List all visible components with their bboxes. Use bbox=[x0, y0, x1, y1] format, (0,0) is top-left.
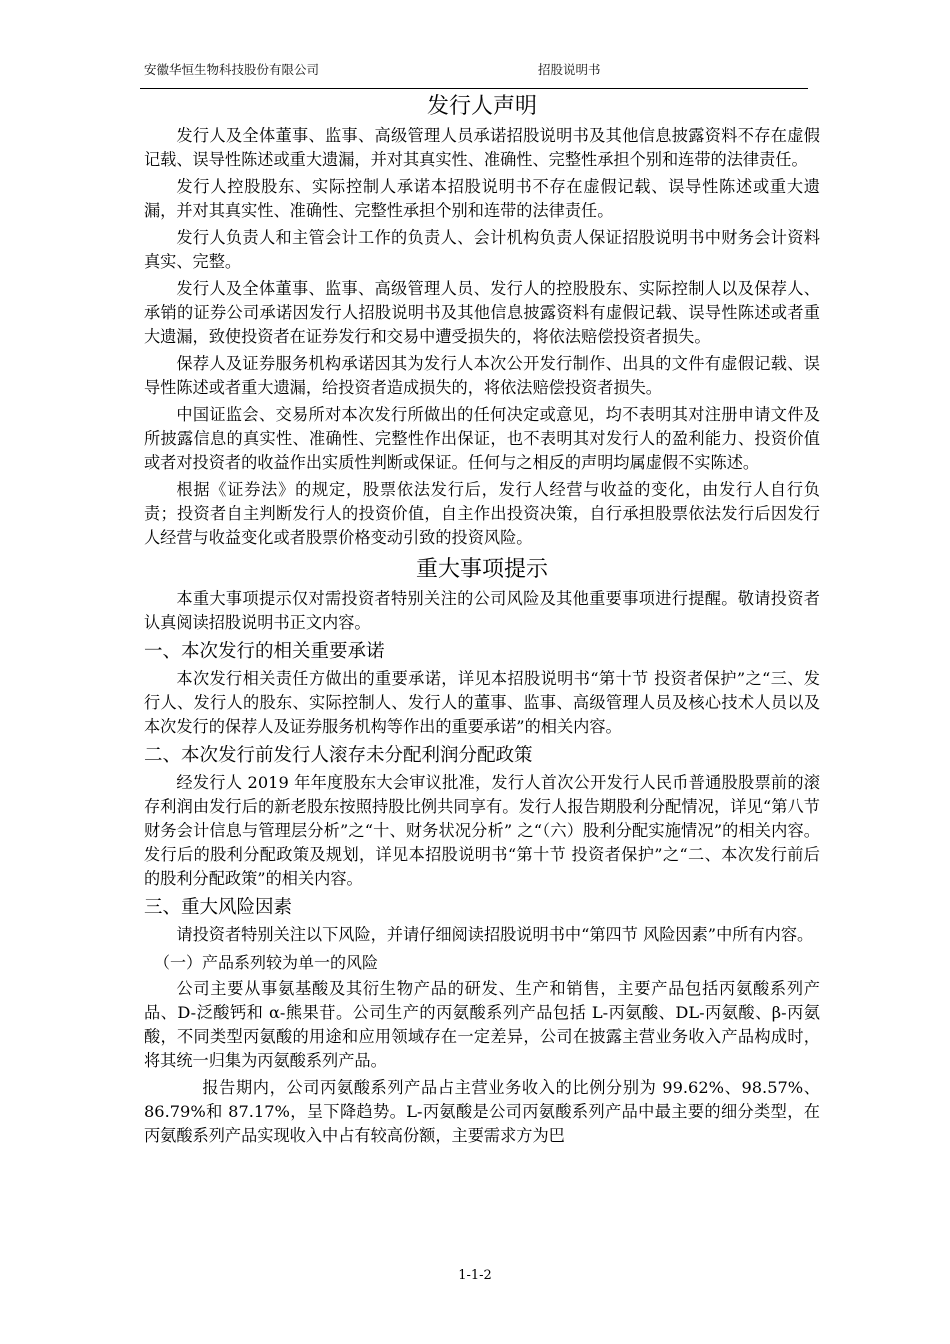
statement-paragraph: 发行人负责人和主管会计工作的负责人、会计机构负责人保证招股说明书中财务会计资料真实、完整。 bbox=[144, 228, 820, 271]
page-number: 1-1-2 bbox=[458, 1268, 492, 1283]
statement-paragraph: 发行人控股股东、实际控制人承诺本招股说明书不存在虚假记载、误导性陈述或重大遗漏，并对其真实性、准确性、完整性承担个别和连带的法律责任。 bbox=[144, 177, 820, 220]
statement-paragraph: 发行人及全体董事、监事、高级管理人员、发行人的控股股东、实际控制人以及保荐人、承销的证券公司承诺因发行人招股说明书及其他信息披露资料有虚假记载、误导性陈述或者重大遗漏，致使投资者在证券发行和交易中遭受损失的，将依法赔偿投资者损失。 bbox=[144, 279, 820, 346]
issuer-statement-title: 发行人声明 bbox=[426, 94, 537, 119]
heading-profit-distribution: 二、本次发行前发行人滚存未分配利润分配政策 bbox=[144, 745, 533, 766]
header-divider bbox=[140, 88, 808, 89]
statement-paragraph: 中国证监会、交易所对本次发行所做出的任何决定或意见，均不表明其对注册申请文件及所披露信息的真实性、准确性、完整性作出保证，也不表明其对发行人的盈利能力、投资价值或者对投资者的收益作出实质性判断或保证。任何与之相反的声明均属虚假不实陈述。 bbox=[144, 405, 820, 472]
header-document-type: 招股说明书 bbox=[538, 62, 601, 77]
commitments-paragraph: 本次发行相关责任方做出的重要承诺，详见本招股说明书“第十节 投资者保护”之“三、发行人、发行人的股东、实际控制人、发行人的董事、监事、高级管理人员及核心技术人员以及本次发行的保荐人及证券服务机构等作出的重要承诺”的相关内容。 bbox=[144, 669, 820, 736]
profit-distribution-paragraph: 经发行人 2019 年年度股东大会审议批准，发行人首次公开发行人民币普通股股票前的滚存利润由发行后的新老股东按照持股比例共同享有。发行人报告期股利分配情况，详见“第八节 财务会计信息与管理层分析”之“十、财务状况分析” 之“（六）股利分配实施情况”的相关内容。发行后的股利分配政策及规划，详见本招股说明书“第十节 投资者保护”之“二、本次发行前后的股利分配政策”的相关内容。 bbox=[144, 773, 820, 888]
product-risk-paragraph: 报告期内，公司丙氨酸系列产品占主营业务收入的比例分别为 99.62%、98.57%、86.79%和 87.17%，呈下降趋势。L-丙氨酸是公司丙氨酸系列产品中最主要的细分类型，在丙氨酸系列产品实现收入中占有较高份额，主要需求方为巴 bbox=[144, 1078, 820, 1145]
major-risks-paragraph: 请投资者特别关注以下风险，并请仔细阅读招股说明书中“第四节 风险因素”中所有内容。 bbox=[176, 925, 814, 944]
statement-paragraph: 发行人及全体董事、监事、高级管理人员承诺招股说明书及其他信息披露资料不存在虚假记载、误导性陈述或重大遗漏，并对其真实性、准确性、完整性承担个别和连带的法律责任。 bbox=[144, 126, 820, 169]
statement-paragraph: 保荐人及证券服务机构承诺因其为发行人本次公开发行制作、出具的文件有虚假记载、误导性陈述或者重大遗漏，给投资者造成损失的，将依法赔偿投资者损失。 bbox=[144, 354, 820, 397]
heading-commitments: 一、本次发行的相关重要承诺 bbox=[144, 641, 385, 662]
major-matters-intro: 本重大事项提示仅对需投资者特别关注的公司风险及其他重要事项进行提醒。敬请投资者认真阅读招股说明书正文内容。 bbox=[144, 589, 820, 632]
heading-major-risks: 三、重大风险因素 bbox=[144, 897, 293, 918]
major-matters-title: 重大事项提示 bbox=[415, 557, 548, 582]
page-body bbox=[144, 90, 820, 1151]
subheading-single-product-risk: （一）产品系列较为单一的风险 bbox=[154, 953, 379, 972]
product-risk-paragraph: 公司主要从事氨基酸及其衍生物产品的研发、生产和销售，主要产品包括丙氨酸系列产品、D-泛酸钙和 α-熊果苷。公司生产的丙氨酸系列产品包括 L-丙氨酸、DL-丙氨酸、β-丙氨酸，不同类型丙氨酸的用途和应用领域存在一定差异，公司在披露主营业务收入产品构成时，将其统一归集为丙氨酸系列产品。 bbox=[144, 979, 820, 1070]
header-company-name: 安徽华恒生物科技股份有限公司 bbox=[144, 62, 320, 77]
statement-paragraph: 根据《证券法》的规定，股票依法发行后，发行人经营与收益的变化，由发行人自行负责；投资者自主判断发行人的投资价值，自主作出投资决策，自行承担股票依法发行后因发行人经营与收益变化或者股票价格变动引致的投资风险。 bbox=[144, 480, 820, 547]
